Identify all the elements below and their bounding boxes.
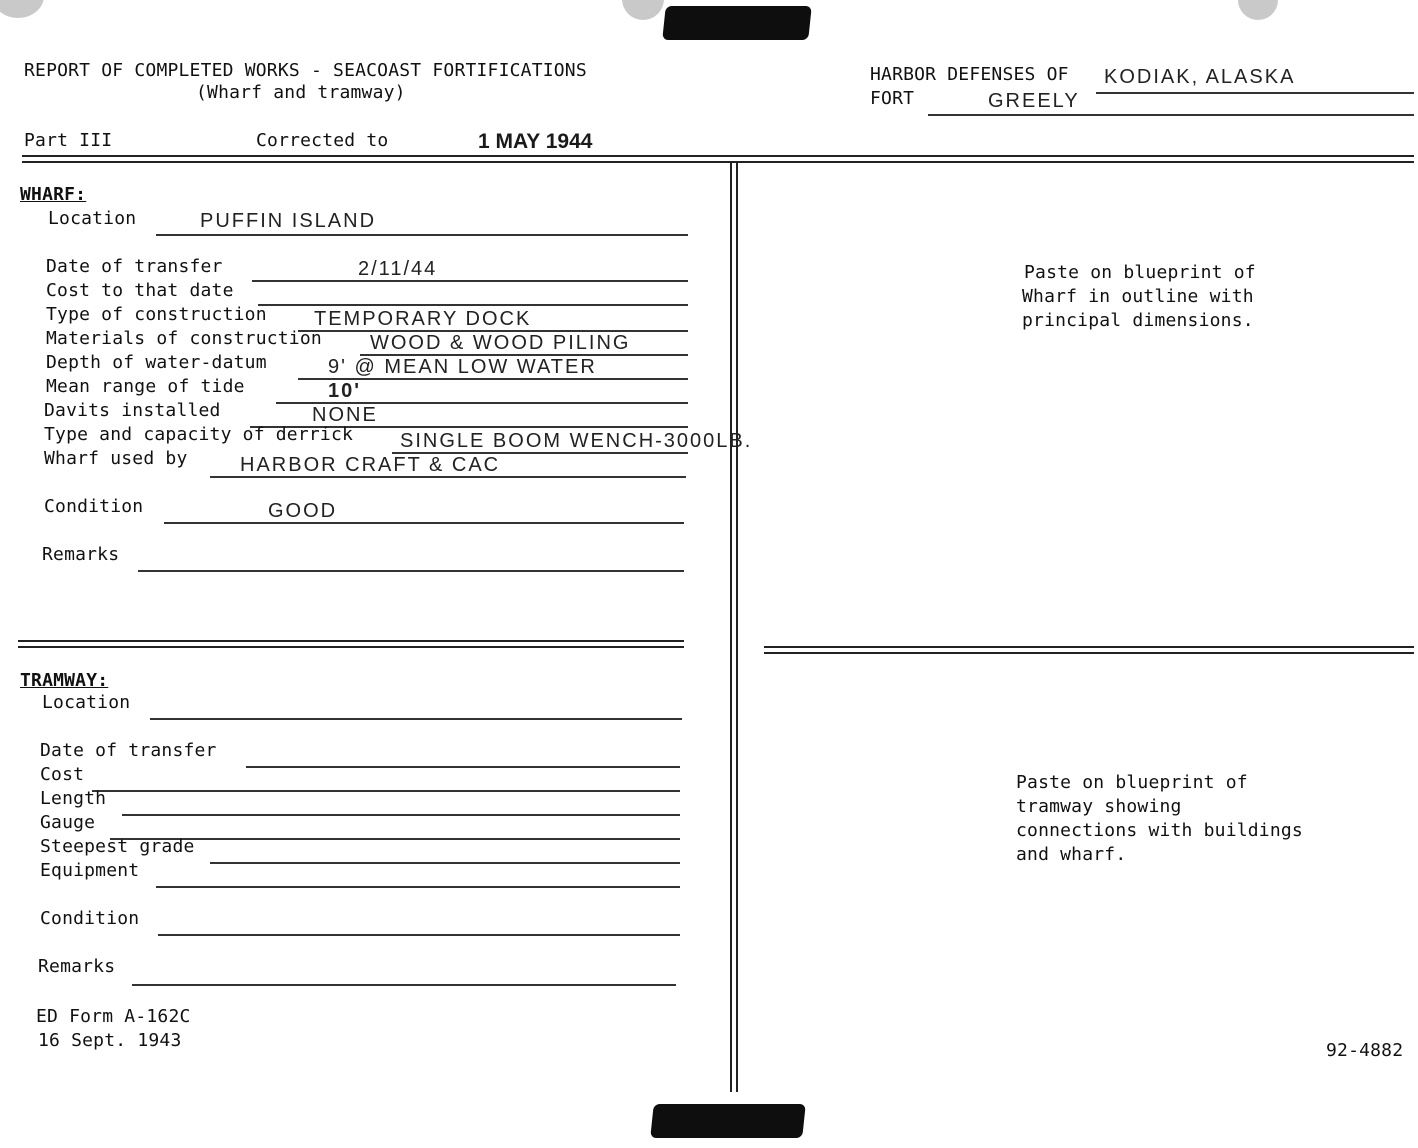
redaction-mark-top <box>662 6 812 40</box>
wharf-condition-label: Condition <box>44 496 144 517</box>
tramway-condition-label: Condition <box>40 908 140 929</box>
punch-hole-right <box>1238 0 1278 20</box>
wharf-tide-value: 10' <box>328 380 362 402</box>
tramway-date-label: Date of transfer <box>40 740 217 761</box>
tramway-location-underline <box>150 718 682 720</box>
tramway-condition-underline <box>158 934 680 936</box>
wharf-tide-label: Mean range of tide <box>46 376 245 397</box>
harbor-defenses-label: HARBOR DEFENSES OF <box>870 64 1069 85</box>
tramway-length-underline <box>122 814 680 816</box>
wharf-depth-value: 9' @ MEAN LOW WATER <box>328 356 597 378</box>
wharf-type-value: TEMPORARY DOCK <box>314 308 532 330</box>
punch-hole-center <box>622 0 664 20</box>
wharf-type-label: Type of construction <box>46 304 267 325</box>
wharf-cost-label: Cost to that date <box>46 280 234 301</box>
center-divider-left <box>730 162 732 1092</box>
report-title: REPORT OF COMPLETED WORKS - SEACOAST FORTIFICATIONS <box>24 60 587 81</box>
wharf-materials-value: WOOD & WOOD PILING <box>370 332 631 354</box>
wharf-section-label: WHARF: <box>20 184 87 205</box>
section-rule-left-top <box>18 640 684 642</box>
section-rule-right-top <box>764 646 1414 648</box>
corrected-date-stamp: 1 MAY 1944 <box>478 130 593 153</box>
wharf-usedby-underline <box>210 476 686 478</box>
center-divider-right <box>736 162 738 1092</box>
harbor-defenses-value: KODIAK, ALASKA <box>1104 66 1296 88</box>
wharf-davits-label: Davits installed <box>44 400 221 421</box>
wharf-davits-value: NONE <box>312 404 378 426</box>
wharf-usedby-label: Wharf used by <box>44 448 188 469</box>
wharf-blueprint-note-line-3: principal dimensions. <box>1022 310 1254 331</box>
tramway-length-label: Length <box>40 788 107 809</box>
tramway-blueprint-note-line-4: and wharf. <box>1016 844 1127 865</box>
wharf-date-value: 2/11/44 <box>358 258 438 280</box>
wharf-depth-label: Depth of water-datum <box>46 352 267 373</box>
wharf-remarks-underline <box>138 570 684 572</box>
wharf-materials-label: Materials of construction <box>46 328 322 349</box>
tramway-grade-label: Steepest grade <box>40 836 195 857</box>
form-date: 16 Sept. 1943 <box>38 1030 182 1051</box>
tramway-date-underline <box>246 766 680 768</box>
corrected-label: Corrected to <box>256 130 389 151</box>
tramway-cost-label: Cost <box>40 764 85 785</box>
tramway-equipment-label: Equipment <box>40 860 140 881</box>
fort-label: FORT <box>870 88 915 109</box>
wharf-date-label: Date of transfer <box>46 256 223 277</box>
wharf-usedby-value: HARBOR CRAFT & CAC <box>240 454 501 476</box>
tramway-grade-underline <box>210 862 680 864</box>
wharf-location-label: Location <box>48 208 137 229</box>
tramway-remarks-underline <box>132 984 676 986</box>
report-subtitle: (Wharf and tramway) <box>196 82 406 103</box>
tramway-section-label: TRAMWAY: <box>20 670 109 691</box>
fort-underline <box>928 114 1414 116</box>
wharf-blueprint-note-line-2: Wharf in outline with <box>1022 286 1254 307</box>
punch-hole-left <box>0 0 44 18</box>
header-rule-top <box>22 155 1414 157</box>
wharf-condition-underline <box>164 522 684 524</box>
fort-value: GREELY <box>988 90 1080 112</box>
form-number: ED Form A-162C <box>36 1006 191 1027</box>
tramway-remarks-label: Remarks <box>38 956 116 977</box>
wharf-remarks-label: Remarks <box>42 544 120 565</box>
wharf-cost-underline <box>258 304 688 306</box>
tramway-location-label: Location <box>42 692 131 713</box>
header-rule-bottom <box>22 161 1414 163</box>
section-rule-left-bottom <box>18 646 684 648</box>
section-rule-right-bottom <box>764 652 1414 654</box>
wharf-derrick-value: SINGLE BOOM WENCH-3000LB. <box>400 430 753 452</box>
wharf-location-underline <box>156 234 688 236</box>
tramway-equipment-underline <box>156 886 680 888</box>
wharf-location-value: PUFFIN ISLAND <box>200 210 377 232</box>
tramway-cost-underline <box>92 790 680 792</box>
tramway-blueprint-note-line-2: tramway showing <box>1016 796 1182 817</box>
wharf-date-underline <box>252 280 688 282</box>
document-number: 92-4882 <box>1326 1040 1404 1061</box>
harbor-defenses-underline <box>1096 92 1414 94</box>
part-label: Part III <box>24 130 113 151</box>
tramway-blueprint-note-line-1: Paste on blueprint of <box>1016 772 1248 793</box>
redaction-mark-bottom <box>650 1104 806 1138</box>
tramway-gauge-underline <box>110 838 680 840</box>
tramway-gauge-label: Gauge <box>40 812 96 833</box>
wharf-blueprint-note-line-1: Paste on blueprint of <box>1024 262 1256 283</box>
wharf-condition-value: GOOD <box>268 500 338 522</box>
wharf-derrick-label: Type and capacity of derrick <box>44 424 354 445</box>
tramway-blueprint-note-line-3: connections with buildings <box>1016 820 1303 841</box>
